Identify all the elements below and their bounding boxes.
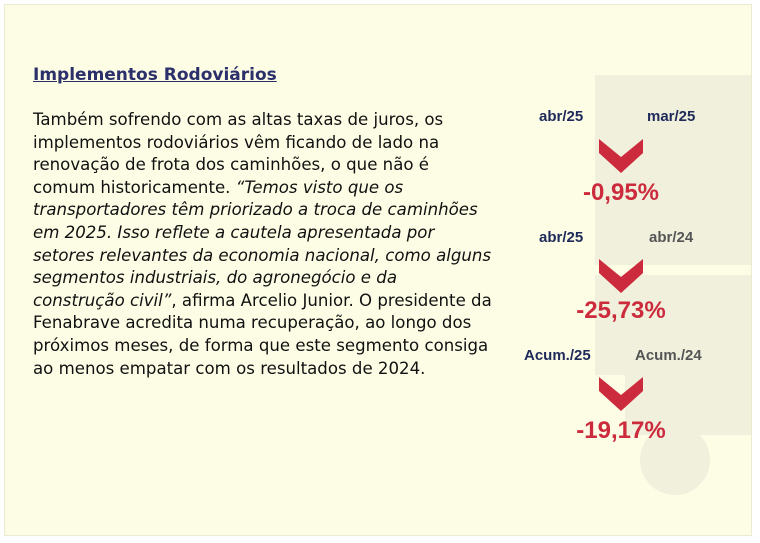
stat-2-down-arrow-icon (599, 259, 643, 293)
body-intro: Também sofrendo com as altas taxas de juros, os implementos rodoviários vêm ficando de lado na renovação de frota dos caminhões, o que não é comum historicamente. (33, 110, 444, 197)
stat-3-change: -19,17% (576, 417, 666, 444)
stat-1-change: -0,95% (582, 179, 660, 206)
stat-3-down-arrow-icon (599, 377, 643, 411)
article-card (4, 4, 752, 536)
stat-1-down-arrow-icon (599, 139, 643, 173)
stat-1-label-current: abr/25 (539, 108, 584, 125)
stat-2-label-compare: abr/24 (649, 229, 694, 246)
stat-2-label-current: abr/25 (539, 229, 584, 246)
truck-watermark-icon (565, 75, 752, 515)
stat-3-label-compare: Acum./24 (635, 347, 702, 364)
section-title: Implementos Rodoviários (33, 65, 277, 85)
stat-1-label-compare: mar/25 (647, 108, 696, 125)
article-body (33, 109, 493, 380)
stat-2-change: -25,73% (576, 297, 666, 324)
body-quote: “Temos visto que os transportadores têm priorizado a troca de caminhões em 2025. Isso reflete a cautela apresentada por setores relevantes da economia nacional, como alguns segmentos industriais, do agronegócio e da construção civil” (33, 177, 492, 310)
body-outro: , afirma Arcelio Junior. O presidente da Fenabrave acredita numa recuperação, ao longo dos próximos meses, de forma que este segmento consiga ao menos empatar com os resultados de 2024. (33, 290, 492, 378)
stat-3-label-current: Acum./25 (524, 347, 591, 364)
